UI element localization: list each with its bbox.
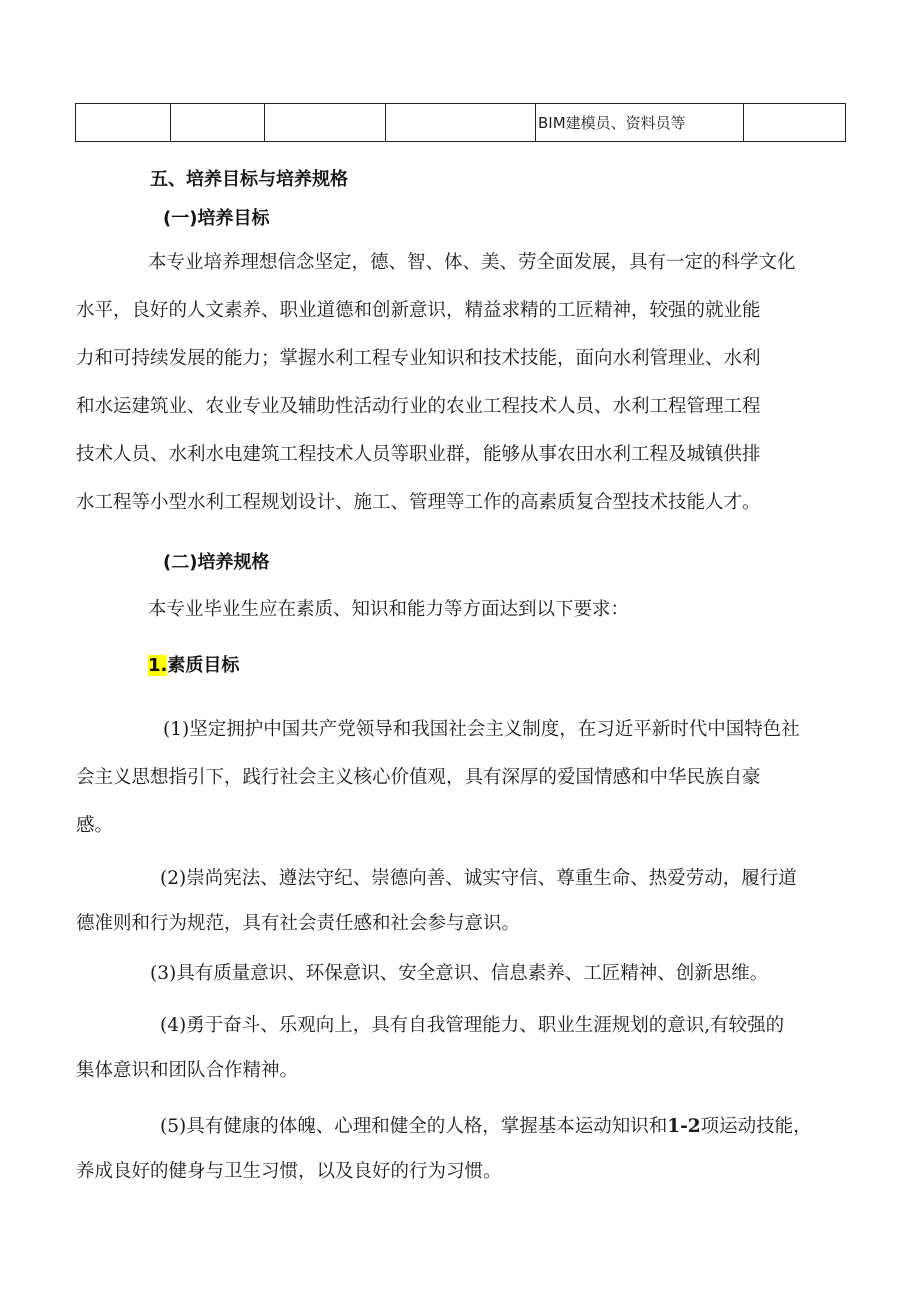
table-fragment (75, 103, 846, 142)
list-item-line: 感。 (76, 815, 114, 836)
table-cell (744, 104, 846, 142)
paragraph-line: 水工程等小型水利工程规划设计、施工、管理等工作的高素质复合型技术技能人才。 (76, 492, 761, 513)
table-cell (265, 104, 386, 142)
goal-title: 素质目标 (167, 655, 240, 676)
highlighted-number: 1. (148, 655, 168, 676)
paragraph-line: 技术人员、水利水电建筑工程技术人员等职业群，能够从事农田水利工程及城镇供排 (76, 444, 761, 465)
paragraph-line: 水平，良好的人文素养、职业道德和创新意识，精益求精的工匠精神，较强的就业能 (76, 300, 761, 321)
table-cell (171, 104, 265, 142)
specs-intro: 本专业毕业生应在素质、知识和能力等方面达到以下要求： (148, 599, 630, 620)
paragraph-line: 和水运建筑业、农业专业及辅助性活动行业的农业工程技术人员、水利工程管理工程 (76, 396, 761, 417)
list-item-line: 养成良好的健身与卫生习惯，以及良好的行为习惯。 (76, 1161, 502, 1182)
table-cell (386, 104, 536, 142)
section-heading: 五、培养目标与培养规格 (150, 169, 348, 190)
list-item-line: (4)勇于奋斗、乐观向上，具有自我管理能力、职业生涯规划的意识,有较强的 (160, 1015, 785, 1036)
subsection-heading-goals: (一)培养目标 (163, 208, 270, 229)
list-item-line (160, 1115, 812, 1139)
list-item-line: 会主义思想指引下，践行社会主义核心价值观，具有深厚的爱国情感和中华民族自豪 (76, 767, 761, 788)
list-item-line: (3)具有质量意识、环保意识、安全意识、信息素养、工匠精神、创新思维。 (150, 963, 769, 984)
table-cell-occupations: BIM建模员、资料员等 (536, 104, 744, 142)
subsection-heading-specs: (二)培养规格 (163, 552, 270, 573)
text-segment: (5)具有健康的体魄、心理和健全的人格，掌握基本运动知识和 (160, 1116, 668, 1137)
paragraph-line: 本专业培养理想信念坚定，德、智、体、美、劳全面发展，具有一定的科学文化 (148, 252, 796, 273)
bold-range: 1-2 (667, 1116, 701, 1137)
list-item-line: 集体意识和团队合作精神。 (76, 1060, 299, 1081)
goal-heading-quality (148, 654, 239, 678)
list-item-line: 德准则和行为规范，具有社会责任感和社会参与意识。 (76, 913, 521, 934)
list-item-line: (1)坚定拥护中国共产党领导和我国社会主义制度，在习近平新时代中国特色社 (163, 719, 800, 740)
table-row (76, 104, 846, 142)
text-segment: 项运动技能， (700, 1116, 812, 1137)
paragraph-line: 力和可持续发展的能力；掌握水利工程专业知识和技术技能，面向水利管理业、水利 (76, 348, 761, 369)
table-cell (76, 104, 171, 142)
list-item-line: (2)崇尚宪法、遵法守纪、崇德向善、诚实守信、尊重生命、热爱劳动，履行道 (160, 868, 797, 889)
